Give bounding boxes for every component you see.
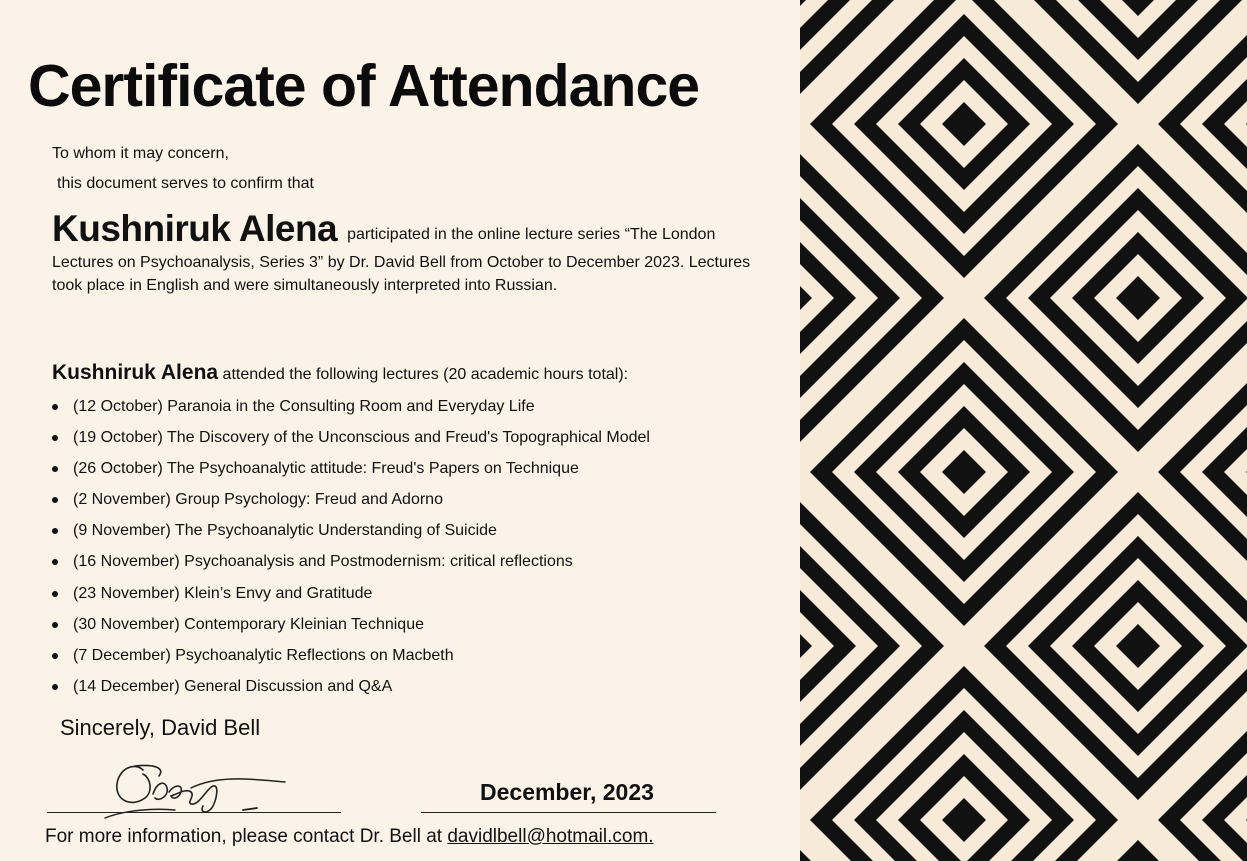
lecture-text: (26 October) The Psychoanalytic attitude: Freud's Papers on Technique	[73, 460, 579, 478]
list-item	[52, 674, 650, 705]
list-item	[52, 643, 650, 674]
list-item	[52, 394, 650, 425]
list-item	[52, 612, 650, 643]
recipient-name: Kushniruk Alena	[52, 208, 338, 249]
email-link[interactable]: davidlbell@hotmail.com.	[447, 826, 654, 847]
attended-line	[52, 361, 628, 385]
lecture-text: (30 November) Contemporary Kleinian Technique	[73, 615, 424, 633]
lecture-text: (9 November) The Psychoanalytic Understanding of Suicide	[73, 522, 497, 540]
lecture-text: (2 November) Group Psychology: Freud and Adorno	[73, 491, 443, 509]
contact-footer	[45, 826, 654, 848]
list-item	[52, 425, 650, 456]
date-line	[421, 812, 716, 813]
lecture-text: (19 October) The Discovery of the Unconscious and Freud's Topographical Model	[73, 429, 650, 447]
closing-signoff: Sincerely, David Bell	[60, 715, 261, 740]
lecture-text: (12 October) Paranoia in the Consulting Room and Everyday Life	[73, 398, 535, 415]
bullet-icon	[52, 528, 58, 534]
list-item	[52, 456, 650, 487]
bullet-icon	[52, 404, 58, 410]
intro-line-2: this document serves to confirm that	[57, 175, 314, 192]
attended-text: attended the following lectures (20 academic hours total):	[222, 366, 629, 383]
lecture-text: (7 December) Psychoanalytic Reflections on Macbeth	[73, 646, 454, 664]
list-item	[52, 581, 650, 612]
recipient-name-secondary: Kushniruk Alena	[52, 361, 219, 384]
bullet-icon	[52, 591, 58, 597]
footer-text: For more information, please contact Dr. Bell at	[45, 826, 448, 847]
bullet-icon	[52, 435, 58, 441]
intro-line-1: To whom it may concern,	[52, 145, 229, 162]
list-item	[52, 487, 650, 518]
bullet-icon	[52, 622, 58, 628]
bullet-icon	[52, 653, 58, 659]
bullet-icon	[52, 684, 58, 690]
bullet-icon	[52, 559, 58, 565]
list-item	[52, 549, 650, 580]
lecture-text: (14 December) General Discussion and Q&A	[73, 677, 393, 695]
bullet-icon	[52, 497, 58, 503]
handwritten-signature	[95, 758, 295, 824]
participation-text: participated in the online lecture series “The London Lectures on Psychoanalysis, Series 3” by Dr. David Bell from October to December 2023. Lectures took place in English and were simultaneously interpreted into Russian.	[52, 226, 751, 294]
certificate-date: December, 2023	[480, 779, 654, 805]
list-item	[52, 518, 650, 549]
lecture-text: (23 November) Klein’s Envy and Gratitude	[73, 584, 373, 602]
lecture-list	[52, 394, 650, 705]
diamond-pattern-icon	[800, 0, 1247, 861]
lecture-text: (16 November) Psychoanalysis and Postmodernism: critical reflections	[73, 553, 573, 571]
signature-line	[47, 812, 341, 813]
decorative-panel	[800, 0, 1247, 861]
page-title: Certificate of Attendance	[28, 53, 700, 119]
bullet-icon	[52, 466, 58, 472]
participation-paragraph	[52, 207, 757, 297]
